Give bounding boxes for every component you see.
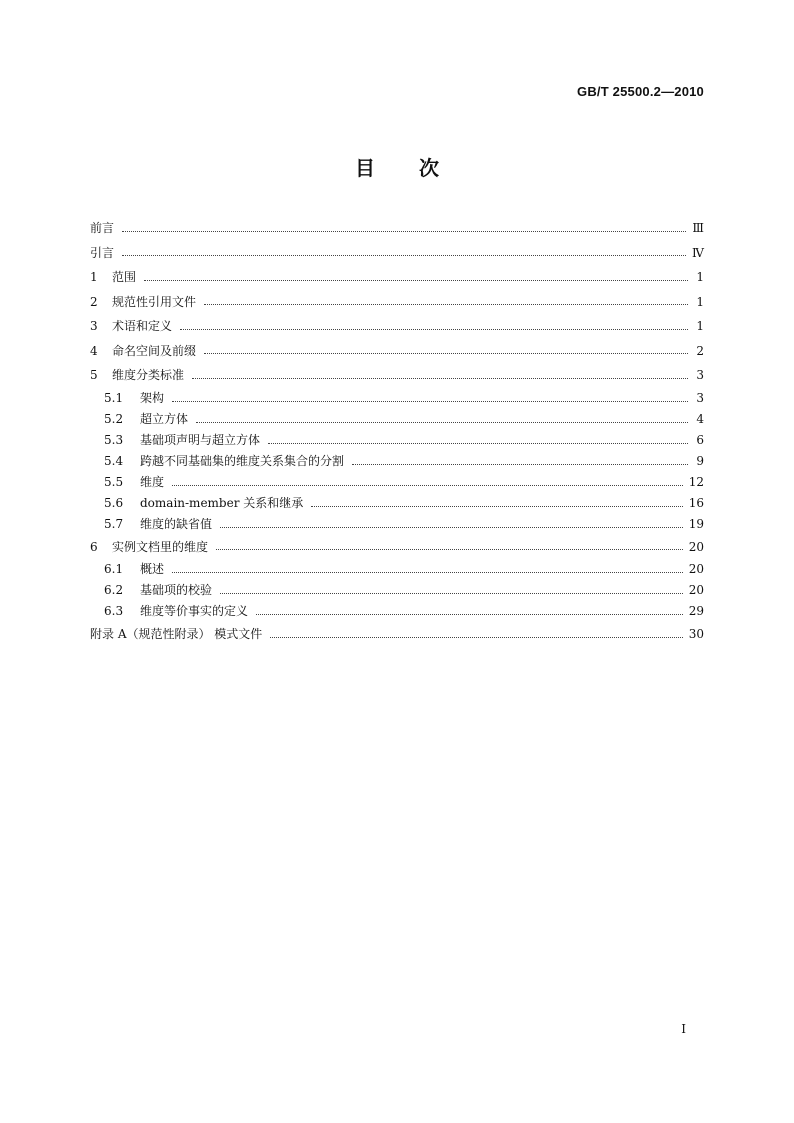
toc-entry-label: 基础项的校验 xyxy=(140,583,213,597)
table-of-contents xyxy=(90,216,704,647)
toc-entry-number: 6.3 xyxy=(104,604,124,618)
toc-entry-label: 维度 xyxy=(140,474,165,489)
toc-entry[interactable] xyxy=(90,514,704,535)
toc-entry-label: 实例文档里的维度 xyxy=(112,539,209,554)
toc-entry-page: 1 xyxy=(696,270,704,284)
toc-leader-dots xyxy=(172,485,683,486)
toc-entry[interactable] xyxy=(90,580,704,601)
toc-leader-dots xyxy=(122,255,686,256)
toc-entry-number: 1 xyxy=(90,270,98,284)
toc-entry-number: 5.5 xyxy=(104,474,124,489)
toc-entry-number: 6 xyxy=(90,539,98,554)
toc-entry-label: 维度分类标准 xyxy=(112,368,185,382)
toc-entry[interactable] xyxy=(90,388,704,409)
toc-entry-page: Ⅲ xyxy=(692,221,704,235)
toc-entry-page: 12 xyxy=(688,474,704,489)
toc-entry[interactable] xyxy=(90,535,704,560)
toc-entry-number: 3 xyxy=(90,319,98,333)
toc-entry[interactable] xyxy=(90,363,704,388)
toc-entry-page: 4 xyxy=(696,411,704,426)
toc-entry-number: 5.3 xyxy=(104,432,124,447)
toc-entry-label: domain-member 关系和继承 xyxy=(140,495,304,510)
toc-entry-label: 范围 xyxy=(112,270,137,284)
toc-entry-page: 30 xyxy=(688,627,704,641)
toc-leader-dots xyxy=(216,549,683,550)
toc-leader-dots xyxy=(311,506,682,507)
title-char-1: 目 xyxy=(355,156,375,180)
toc-leader-dots xyxy=(172,572,683,573)
toc-entry-page: 16 xyxy=(688,495,704,510)
toc-entry-label: 概述 xyxy=(140,562,165,576)
toc-entry-label: 基础项声明与超立方体 xyxy=(140,432,261,447)
page-number: I xyxy=(681,1022,686,1036)
toc-leader-dots xyxy=(268,443,688,444)
toc-entry-page: 29 xyxy=(688,604,704,618)
toc-entry-number: 6.2 xyxy=(104,583,124,597)
toc-entry-page: 3 xyxy=(696,390,704,405)
toc-leader-dots xyxy=(220,593,683,594)
toc-entry-number: 5.7 xyxy=(104,516,124,531)
toc-entry-page: 20 xyxy=(688,539,704,554)
toc-entry-page: 3 xyxy=(696,368,704,382)
toc-leader-dots xyxy=(144,280,688,281)
toc-leader-dots xyxy=(180,329,688,330)
toc-entry-number: 5.6 xyxy=(104,495,124,510)
toc-entry[interactable] xyxy=(90,601,704,622)
toc-entry[interactable] xyxy=(90,493,704,514)
toc-entry-page: 1 xyxy=(696,319,704,333)
toc-entry-number: 5.4 xyxy=(104,453,124,468)
toc-entry[interactable] xyxy=(90,314,704,339)
toc-entry[interactable] xyxy=(90,451,704,472)
toc-entry-label: 附录 A（规范性附录） 模式文件 xyxy=(90,627,263,641)
toc-entry[interactable] xyxy=(90,241,704,266)
toc-entry-number: 4 xyxy=(90,343,98,358)
document-code: GB/T 25500.2—2010 xyxy=(577,84,704,99)
toc-entry[interactable] xyxy=(90,430,704,451)
toc-entry-number: 5.1 xyxy=(104,390,124,405)
toc-entry[interactable] xyxy=(90,290,704,315)
toc-entry-number: 5 xyxy=(90,368,98,382)
toc-entry-page: 6 xyxy=(696,432,704,447)
toc-leader-dots xyxy=(172,401,688,402)
toc-leader-dots xyxy=(192,378,688,379)
toc-entry-page: 19 xyxy=(688,516,704,531)
toc-leader-dots xyxy=(352,464,688,465)
toc-entry-label: 跨越不同基础集的维度关系集合的分割 xyxy=(140,453,345,468)
toc-entry-page: 20 xyxy=(688,562,704,576)
toc-entry[interactable] xyxy=(90,622,704,647)
toc-entry-page: 9 xyxy=(696,453,704,468)
toc-entry[interactable] xyxy=(90,472,704,493)
toc-entry[interactable] xyxy=(90,216,704,241)
toc-entry-page: 2 xyxy=(696,343,704,358)
toc-leader-dots xyxy=(204,304,688,305)
toc-entry-page: 1 xyxy=(696,294,704,309)
toc-entry-label: 维度的缺省值 xyxy=(140,516,213,531)
toc-entry-number: 5.2 xyxy=(104,411,124,426)
toc-entry-label: 规范性引用文件 xyxy=(112,294,197,309)
page-title xyxy=(0,152,794,181)
toc-leader-dots xyxy=(256,614,683,615)
toc-leader-dots xyxy=(220,527,683,528)
toc-entry-label: 引言 xyxy=(90,245,115,260)
toc-leader-dots xyxy=(122,231,686,232)
toc-leader-dots xyxy=(270,637,682,638)
toc-entry[interactable] xyxy=(90,559,704,580)
toc-entry-label: 前言 xyxy=(90,221,115,235)
toc-entry-label: 术语和定义 xyxy=(112,319,173,333)
toc-entry-label: 维度等价事实的定义 xyxy=(140,604,249,618)
toc-entry-label: 命名空间及前缀 xyxy=(112,343,197,358)
toc-leader-dots xyxy=(204,353,688,354)
title-char-2: 次 xyxy=(419,156,439,180)
toc-entry-number: 6.1 xyxy=(104,562,124,576)
toc-entry-number: 2 xyxy=(90,294,98,309)
toc-entry-page: Ⅳ xyxy=(692,245,704,260)
toc-entry[interactable] xyxy=(90,265,704,290)
toc-entry-label: 架构 xyxy=(140,390,165,405)
toc-entry[interactable] xyxy=(90,339,704,364)
toc-leader-dots xyxy=(196,422,688,423)
toc-entry-page: 20 xyxy=(688,583,704,597)
toc-entry-label: 超立方体 xyxy=(140,411,189,426)
toc-entry[interactable] xyxy=(90,409,704,430)
